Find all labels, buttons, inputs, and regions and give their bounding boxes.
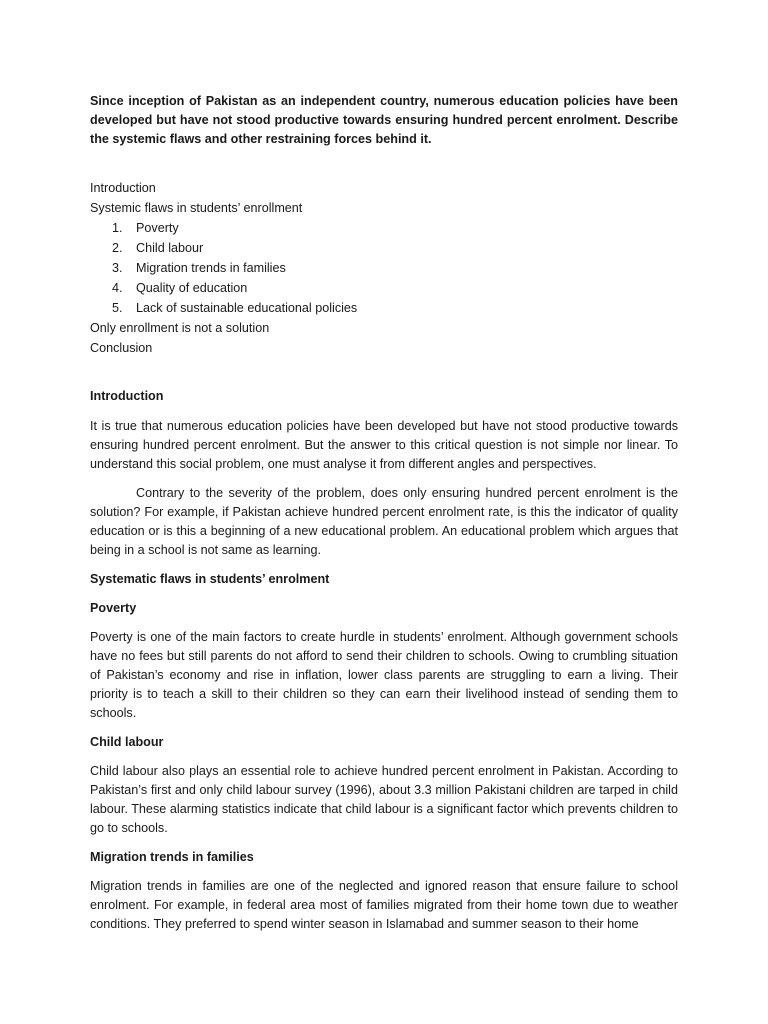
poverty-paragraph: Poverty is one of the main factors to create hurdle in students’ enrolment. Although government schools have no fees but still parents do not afford to send their children to schools. Owing to crumbling situation of Pakistan’s economy and rise in inflation, lower class parents are struggling to earn a living. Their priority is to teach a skill to their children so they can earn their livelihood instead of sending them to schools. xyxy=(90,630,678,720)
list-item-text: Poverty xyxy=(136,221,179,235)
poverty-heading: Poverty xyxy=(90,601,137,615)
child-labour-paragraph: Child labour also plays an essential role to achieve hundred percent enrolment in Pakistan. According to Pakistan’s first and only child labour survey (1996), about 3.3 million Pakistani children are tarped in child labour. These alarming statistics indicate that child labour is a significant factor which prevents children to go to schools. xyxy=(90,764,678,835)
essay-question: Since inception of Pakistan as an independent country, numerous education policies have been developed but have not stood productive towards ensuring hundred percent enrolment. Describe the systemic flaws and other restraining forces behind it. xyxy=(90,94,678,146)
outline-list-item xyxy=(90,278,678,298)
outline-introduction: Introduction xyxy=(90,181,156,195)
introduction-paragraph-2: Contrary to the severity of the problem, does only ensuring hundred percent enrolment is the solution? For example, if Pakistan achieve hundred percent enrolment rate, is this the indicator of quality education or is this a beginning of a new educational problem. An educational problem which argues that being in a school is not same as learning. xyxy=(90,486,678,557)
list-number: 4. xyxy=(112,281,123,295)
list-item-text: Lack of sustainable educational policies xyxy=(136,301,358,315)
list-item-text: Migration trends in families xyxy=(136,261,286,275)
list-item-text: Child labour xyxy=(136,241,204,255)
outline-conclusion: Conclusion xyxy=(90,341,153,355)
child-labour-heading: Child labour xyxy=(90,735,164,749)
list-number: 3. xyxy=(112,261,123,275)
list-number: 1. xyxy=(112,221,123,235)
introduction-heading: Introduction xyxy=(90,389,164,403)
list-number: 2. xyxy=(112,241,123,255)
outline-list-item xyxy=(90,218,678,238)
list-item-text: Quality of education xyxy=(136,281,248,295)
outline-list-item xyxy=(90,238,678,258)
systematic-flaws-heading: Systematic flaws in students’ enrolment xyxy=(90,572,330,586)
outline-systemic-flaws: Systemic flaws in students’ enrollment xyxy=(90,201,303,215)
essay-outline xyxy=(90,178,678,358)
list-number: 5. xyxy=(112,301,123,315)
migration-paragraph: Migration trends in families are one of the neglected and ignored reason that ensure failure to school enrolment. For example, in federal area most of families migrated from their home town due to weather conditions. They preferred to spend winter season in Islamabad and summer season to their home xyxy=(90,879,678,931)
outline-list-item xyxy=(90,298,678,318)
introduction-paragraph-1: It is true that numerous education policies have been developed but have not stood productive towards ensuring hundred percent enrolment. But the answer to this critical question is not simple nor linear. To understand this social problem, one must analyse it from different angles and perspectives. xyxy=(90,419,678,471)
outline-only-enrollment: Only enrollment is not a solution xyxy=(90,321,270,335)
migration-heading: Migration trends in families xyxy=(90,850,254,864)
outline-numbered-list xyxy=(90,218,678,318)
outline-list-item xyxy=(90,258,678,278)
